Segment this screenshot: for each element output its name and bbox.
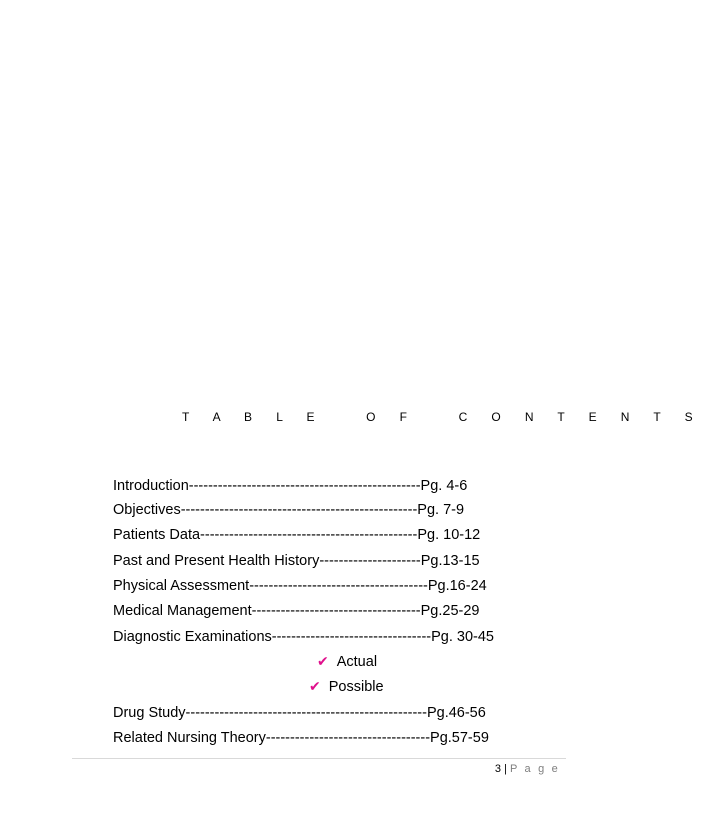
toc-entry-related-nursing-theory: Related Nursing Theory----------------------------------Pg.57-59 xyxy=(113,730,489,746)
toc-subitem-label: Possible xyxy=(328,679,384,695)
checkmark-icon: ✔ xyxy=(309,679,321,695)
page-number: 3 xyxy=(494,763,501,775)
toc-heading: T A B L E O F C O N T E N T S xyxy=(182,410,703,424)
toc-entry-health-history: Past and Present Health History---------------------Pg.13-15 xyxy=(113,553,480,569)
footer-divider xyxy=(72,758,566,759)
toc-subitem-label: Actual xyxy=(336,654,378,670)
toc-entry-medical-management: Medical Management-----------------------------------Pg.25-29 xyxy=(113,603,480,619)
toc-subitem-actual xyxy=(317,653,377,671)
toc-entry-drug-study: Drug Study--------------------------------------------------Pg.46-56 xyxy=(113,705,486,721)
toc-entry-diagnostic-examinations: Diagnostic Examinations---------------------------------Pg. 30-45 xyxy=(113,629,494,645)
toc-entry-objectives: Objectives-------------------------------------------------Pg. 7-9 xyxy=(113,502,465,518)
toc-entry-introduction: Introduction------------------------------------------------Pg. 4-6 xyxy=(113,478,468,494)
checkmark-icon: ✔ xyxy=(317,654,329,670)
toc-entry-patients-data: Patients Data---------------------------------------------Pg. 10-12 xyxy=(113,527,481,543)
footer-separator: | xyxy=(504,763,507,775)
page-footer xyxy=(495,763,560,775)
toc-subitem-possible xyxy=(309,678,384,696)
page-word: P a g e xyxy=(509,763,560,775)
toc-entry-physical-assessment: Physical Assessment-------------------------------------Pg.16-24 xyxy=(113,578,487,594)
